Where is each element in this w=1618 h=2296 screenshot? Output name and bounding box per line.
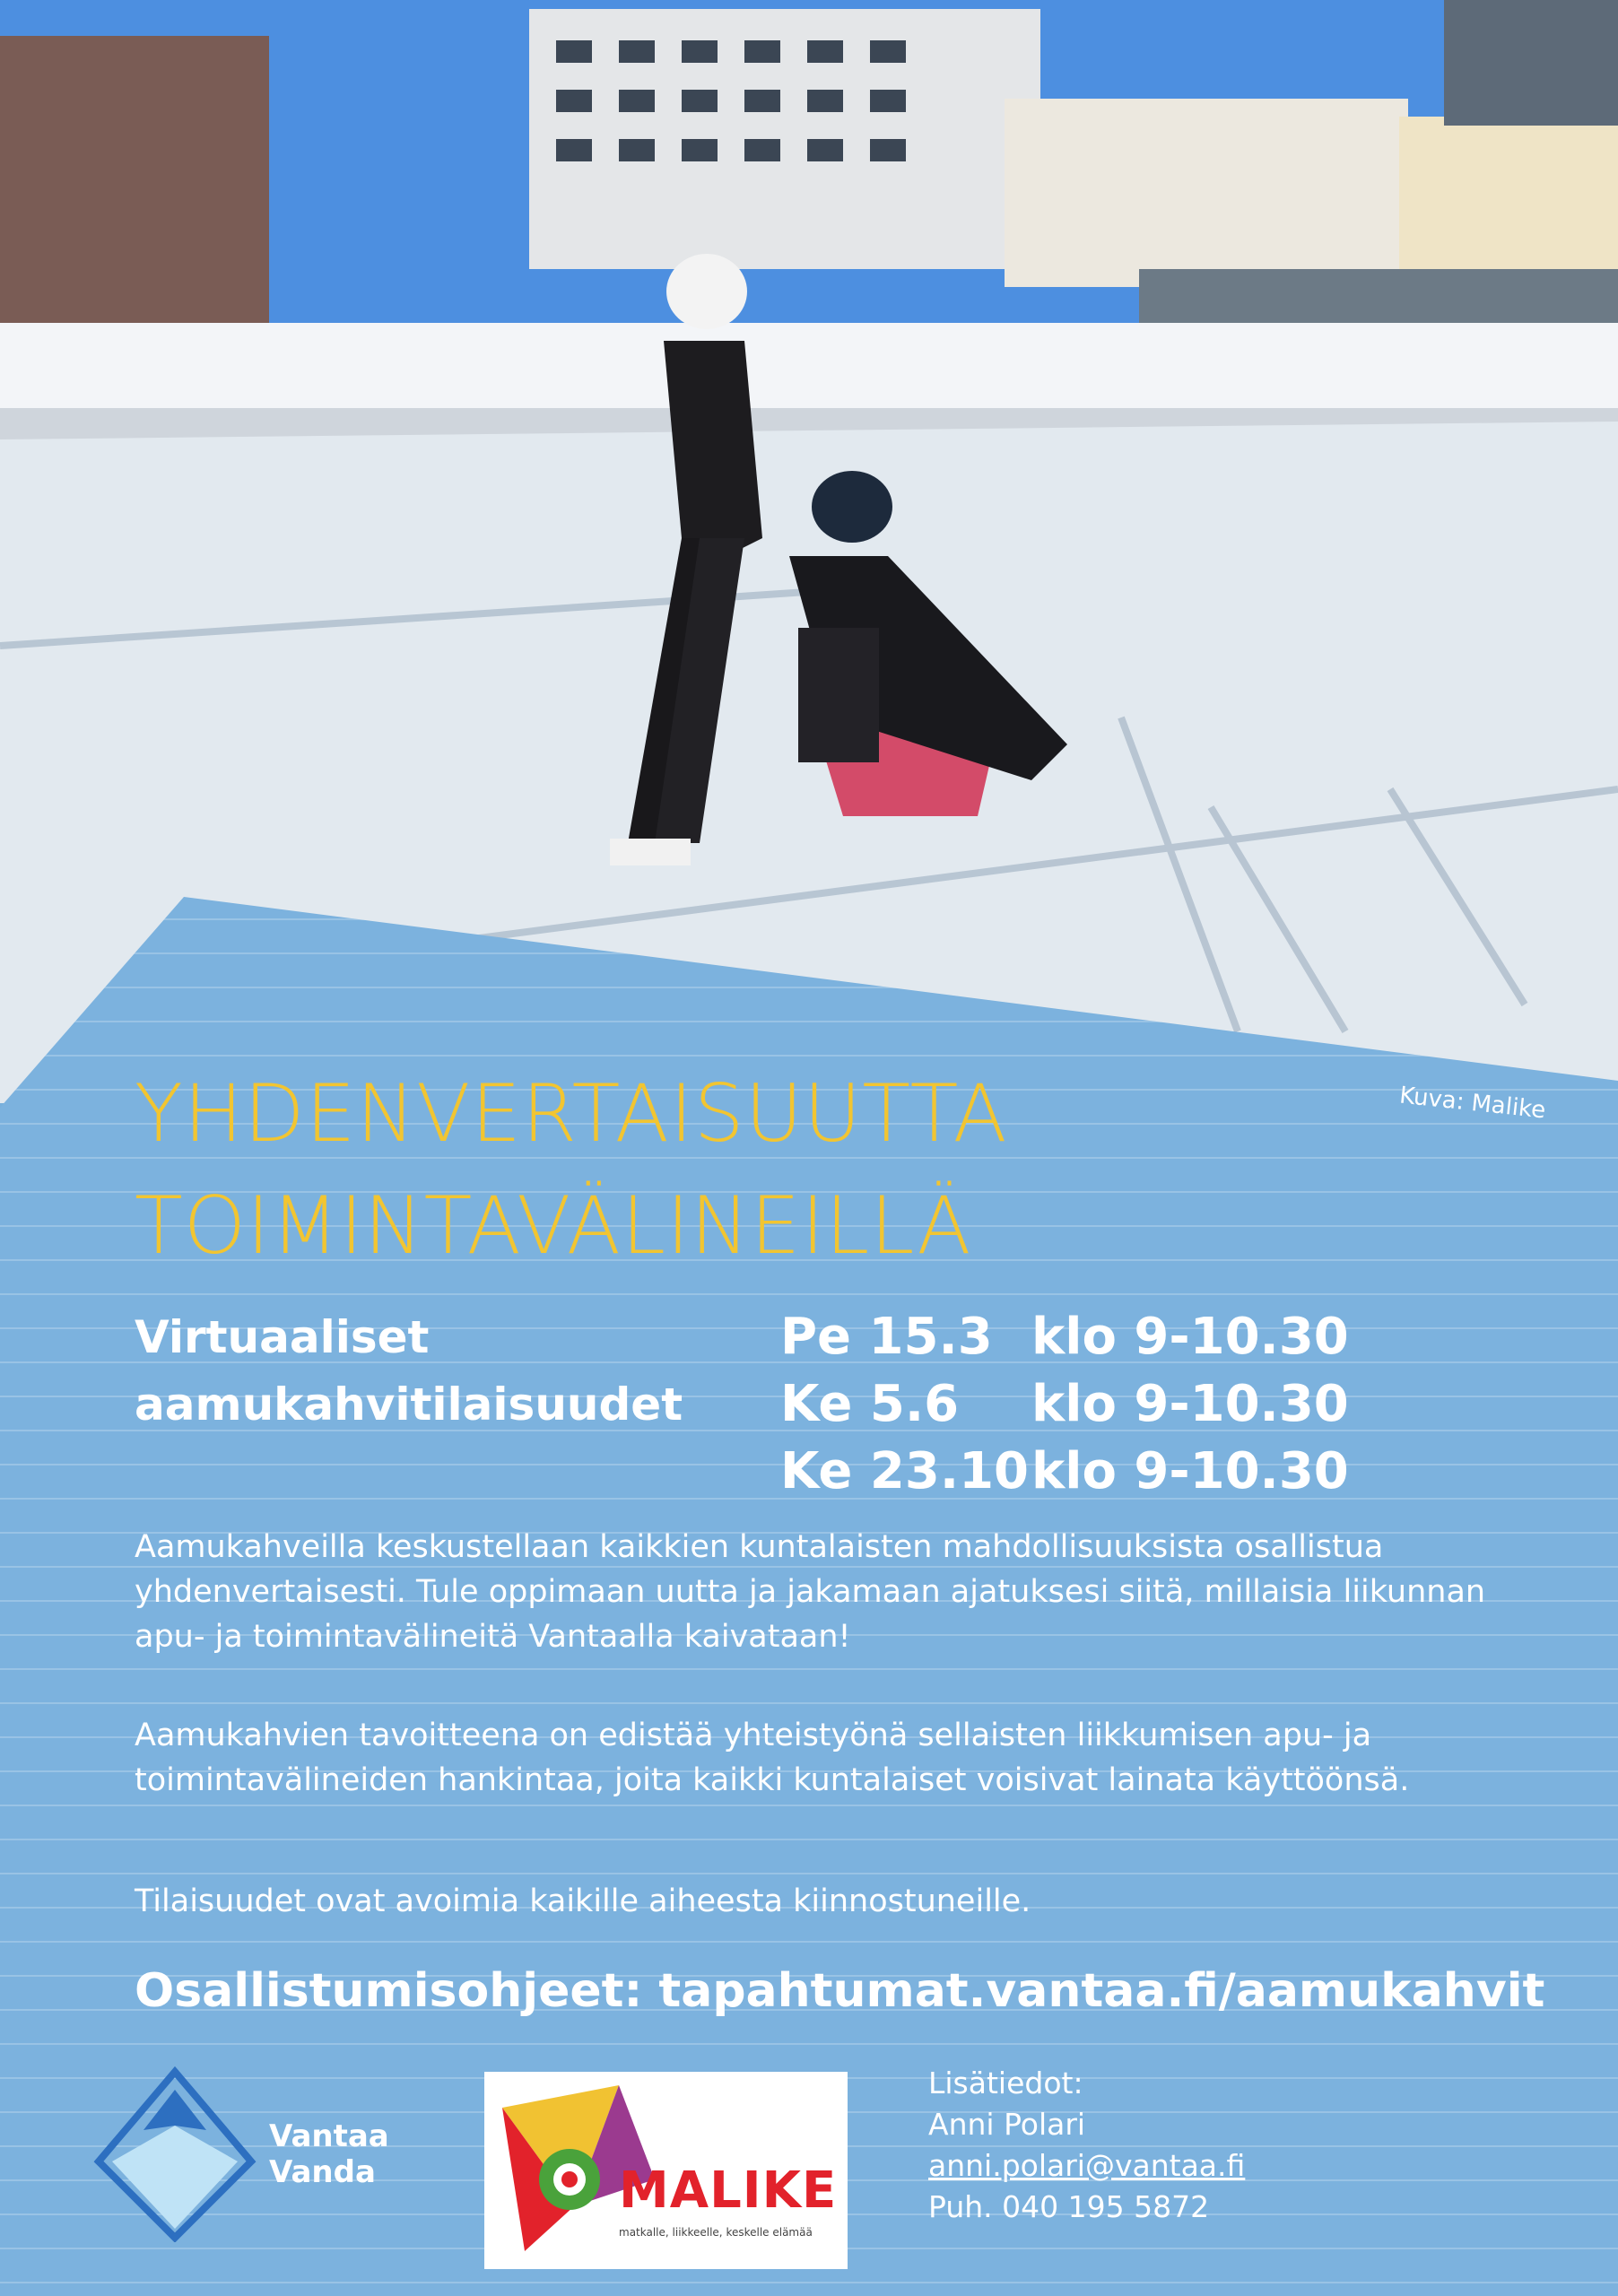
description-paragraph-3: Tilaisuudet ovat avoimia kaikille aiheesta kiinnostuneille. <box>135 1883 1031 1919</box>
description-paragraph-1: Aamukahveilla keskustellaan kaikkien kuntalaisten mahdollisuuksista osallistua yhdenvertaisesti. Tule oppimaan uutta ja jakamaan ajatuksesi siitä, millaisia liikunnan apu- ja toimintavälineitä Vantaalla kaivataan! <box>135 1529 1486 1655</box>
session-time: klo 9-10.30 <box>1031 1375 1349 1433</box>
vantaa-logo-icon <box>90 2063 260 2242</box>
session-date: Ke 5.6 <box>780 1375 960 1433</box>
participation-link[interactable]: Osallistumisohjeet: tapahtumat.vantaa.fi/aamukahvit <box>135 1964 1545 2018</box>
session-date: Ke 23.10 <box>780 1442 1030 1500</box>
session-date: Pe 15.3 <box>780 1308 993 1366</box>
vantaa-name: Vantaa <box>269 2118 389 2154</box>
contact-phone: Puh. 040 195 5872 <box>928 2189 1210 2224</box>
malike-wordmark: MALIKE <box>619 2161 838 2220</box>
title-line-1: YHDENVERTAISUUTTA <box>135 1067 1008 1160</box>
malike-tagline: matkalle, liikkeelle, keskelle elämää <box>619 2226 813 2239</box>
event-label-line-1: Virtuaaliset <box>135 1311 430 1363</box>
description-paragraph-2: Aamukahvien tavoitteena on edistää yhteistyönä sellaisten liikkumisen apu- ja toimintavälineiden hankintaa, joita kaikki kuntalaiset voisivat lainata käyttöönsä. <box>135 1718 1410 1798</box>
session-time: klo 9-10.30 <box>1031 1442 1349 1500</box>
title-line-2: TOIMINTAVÄLINEILLÄ <box>135 1179 972 1272</box>
vantaa-wordmark <box>269 2118 389 2190</box>
contact-email-link[interactable]: anni.polari@vantaa.fi <box>928 2148 1246 2183</box>
contact-info <box>928 2063 1245 2228</box>
photo-credit: Kuva: Malike <box>1397 1082 1547 1125</box>
contact-name: Anni Polari <box>928 2107 1086 2142</box>
session-time: klo 9-10.30 <box>1031 1308 1349 1366</box>
event-label-line-2: aamukahvitilaisuudet <box>135 1378 683 1431</box>
malike-logo <box>484 2072 848 2269</box>
vanda-name: Vanda <box>269 2154 376 2190</box>
contact-heading: Lisätiedot: <box>928 2066 1083 2100</box>
